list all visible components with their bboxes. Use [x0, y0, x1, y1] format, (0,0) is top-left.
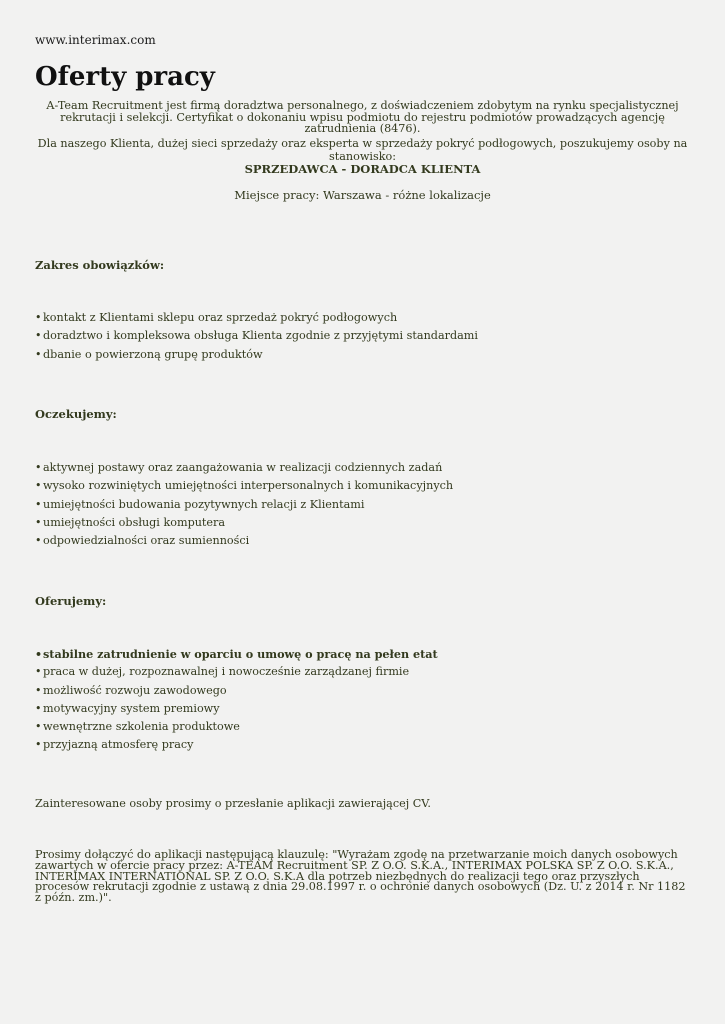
list-item-text: umiejętności obsługi komputera	[43, 515, 226, 529]
bullet-icon: •	[35, 461, 42, 474]
list-item	[35, 700, 438, 718]
list-item-text: praca w dużej, rozpoznawalnej i nowocześnie zarządzanej firmie	[43, 665, 410, 679]
company-intro: A-Team Recruitment jest firmą doradztwa personalnego, z doświadczeniem zdobytym na rynku specjalistycznej rekrutacji i selekcji. Certyfikat o dokonaniu wpisu podmiotu do rejestru podmiotów prowadzących agencję zatrudnienia (8476).	[46, 99, 679, 135]
offer-list	[35, 645, 438, 755]
bullet-icon: •	[35, 534, 42, 548]
list-item-text: umiejętności budowania pozytywnych relacji z Klientami	[43, 497, 365, 511]
bullet-icon: •	[35, 347, 42, 361]
list-item	[35, 459, 453, 477]
apply-instruction: Zainteresowane osoby prosimy o przesłanie aplikacji zawierającej CV.	[35, 797, 431, 810]
bullet-icon: •	[35, 479, 42, 493]
bullet-icon: •	[35, 665, 42, 679]
list-item	[35, 532, 453, 550]
list-item-text: kontakt z Klientami sklepu oraz sprzedaż pokryć podłogowych	[43, 311, 398, 324]
bullet-icon: •	[35, 738, 42, 752]
list-item-text: aktywnej postawy oraz zaangażowania w realizacji codziennych zadań	[43, 461, 443, 474]
list-item-text: stabilne zatrudnienie w oparciu o umowę o pracę na pełen etat	[43, 647, 438, 661]
list-item	[35, 645, 438, 663]
client-description: Dla naszego Klienta, dużej sieci sprzedaży oraz eksperta w sprzedaży pokryć podłogowych, poszukujemy osoby na stanowisko:	[37, 137, 688, 163]
list-item-text: możliwość rozwoju zawodowego	[43, 683, 227, 697]
expectations-list	[35, 459, 453, 550]
list-item	[35, 496, 453, 514]
list-item-text: motywacyjny system premiowy	[43, 701, 220, 715]
list-item	[35, 309, 478, 327]
bullet-icon: •	[35, 701, 42, 715]
bullet-icon: •	[35, 683, 42, 697]
bullet-icon: •	[35, 329, 42, 343]
position-title: SPRZEDAWCA - DORADCA KLIENTA	[244, 162, 481, 176]
list-item-text: doradztwo i kompleksowa obsługa Klienta zgodnie z przyjętymi standardami	[43, 329, 478, 343]
duties-list	[35, 309, 478, 364]
list-item	[35, 663, 438, 681]
bullet-icon: •	[35, 648, 43, 661]
list-item	[35, 514, 453, 532]
list-item	[35, 682, 438, 700]
list-item-text: dbanie o powierzoną grupę produktów	[43, 347, 263, 361]
list-item	[35, 346, 478, 364]
work-location: Miejsce pracy: Warszawa - różne lokalizacje	[234, 188, 491, 202]
list-item-text: wysoko rozwiniętych umiejętności interpersonalnych i komunikacyjnych	[43, 479, 454, 493]
list-item	[35, 477, 453, 495]
list-item	[35, 736, 438, 754]
list-item-text: odpowiedzialności oraz sumienności	[43, 534, 250, 548]
expectations-heading: Oczekujemy:	[35, 407, 117, 421]
page-title: Oferty pracy	[35, 62, 215, 92]
bullet-icon: •	[35, 720, 42, 734]
duties-heading: Zakres obowiązków:	[35, 258, 165, 272]
offer-heading: Oferujemy:	[35, 594, 107, 608]
list-item-text: przyjazną atmosferę pracy	[43, 738, 194, 752]
bullet-icon: •	[35, 311, 42, 324]
consent-clause: Prosimy dołączyć do aplikacji następującą klauzulę: "Wyrażam zgodę na przetwarzanie moich danych osobowych zawartych w ofercie pracy przez: A-TEAM Recruitment SP. Z O.O. S.K.A., INTERIMAX POLSKA SP. Z O.O. S.K.A., INTERIMAX INTERNATIONAL SP. Z O.O. S.K.A dla potrzeb niezbędnych do realizacji tego oraz przyszłych procesów rekrutacji zgodnie z ustawą z dnia 29.08.1997 r. o ochronie danych osobowych (Dz. U. z 2014 r. Nr 1182 z późn. zm.)".	[35, 848, 686, 905]
list-item	[35, 327, 478, 345]
list-item	[35, 718, 438, 736]
bullet-icon: •	[35, 515, 42, 529]
list-item-text: wewnętrzne szkolenia produktowe	[43, 720, 240, 734]
bullet-icon: •	[35, 497, 42, 511]
site-url[interactable]: www.interimax.com	[35, 33, 156, 47]
